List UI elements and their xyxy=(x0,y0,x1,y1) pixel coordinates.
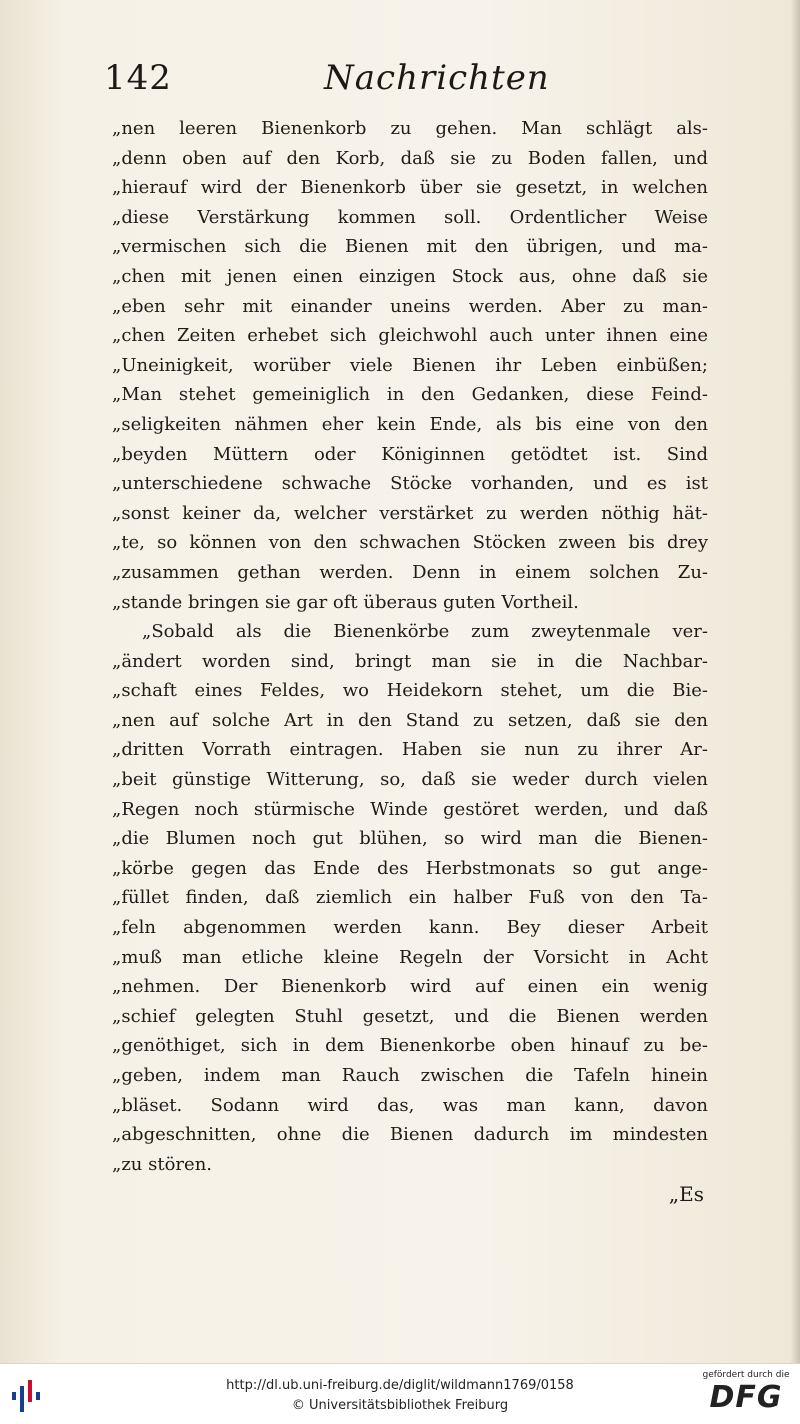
text-line: „chen mit jenen einen einzigen Stock aus, ohne daß sie xyxy=(112,265,708,287)
text-line: „feln abgenommen werden kann. Bey dieser Arbeit xyxy=(112,917,708,939)
page-number: 142 xyxy=(104,58,172,98)
text-line: „genöthiget, sich in dem Bienenkorbe oben hinauf zu be- xyxy=(112,1035,708,1057)
text-line: „muß man etliche kleine Regeln der Vorsicht in Acht xyxy=(112,946,708,968)
text-line: „hierauf wird der Bienenkorb über sie gesetzt, in welchen xyxy=(112,177,708,199)
text-line: „beit günstige Witterung, so, daß sie weder durch vielen xyxy=(112,769,708,791)
text-line: „geben, indem man Rauch zwischen die Tafeln hinein xyxy=(112,1065,708,1086)
text-line: „Uneinigkeit, worüber viele Bienen ihr Leben einbüßen; xyxy=(112,354,708,376)
text-line-paragraph-start: „Sobald als die Bienenkörbe zum zweytenmale ver- xyxy=(142,621,708,643)
text-line: „nehmen. Der Bienenkorb wird auf einen ein wenig xyxy=(112,976,708,998)
text-line: „vermischen sich die Bienen mit den übrigen, und ma- xyxy=(112,236,708,258)
text-line: „sonst keiner da, welcher verstärket zu werden nöthig hät- xyxy=(112,502,708,524)
text-line: „nen auf solche Art in den Stand zu setzen, daß sie den xyxy=(112,709,708,731)
text-line: „te, so können von den schwachen Stöcken zween bis drey xyxy=(112,532,708,554)
text-line: „nen leeren Bienenkorb zu gehen. Man schlägt als- xyxy=(112,118,708,139)
text-line: „abgeschnitten, ohne die Bienen dadurch im mindesten xyxy=(112,1124,708,1146)
text-line: „denn oben auf den Korb, daß sie zu Boden fallen, und xyxy=(112,147,708,169)
page-header xyxy=(104,58,704,108)
text-line: „stande bringen sie gar oft überaus guten Vortheil. xyxy=(112,591,579,613)
body-text xyxy=(112,114,708,1179)
text-line: „körbe gegen das Ende des Herbstmonats so gut ange- xyxy=(112,857,708,879)
dfg-funding-logo xyxy=(700,1370,792,1415)
text-line: „schaft eines Feldes, wo Heidekorn stehet, um die Bie- xyxy=(112,680,708,702)
text-line: „beyden Müttern oder Königinnen getödtet ist. Sind xyxy=(112,443,708,465)
text-line: „schief gelegten Stuhl gesetzt, und die Bienen werden xyxy=(112,1005,708,1027)
text-line: „Man stehet gemeiniglich in den Gedanken, diese Feind- xyxy=(112,384,708,406)
dfg-logo-text: DFG xyxy=(709,1380,783,1415)
text-line: „chen Zeiten erhebet sich gleichwohl auch unter ihnen eine xyxy=(112,325,708,347)
text-line: „seligkeiten nähmen eher kein Ende, als bis eine von den xyxy=(112,413,708,435)
text-line: „die Blumen noch gut blühen, so wird man die Bienen- xyxy=(112,828,708,850)
dfg-caption: gefördert durch die xyxy=(702,1370,790,1380)
copyright-notice: © Universitätsbibliothek Freiburg xyxy=(291,1398,509,1413)
running-head: Nachrichten xyxy=(324,58,550,98)
text-line: „diese Verstärkung kommen soll. Ordentlicher Weise xyxy=(112,206,708,228)
catchword: „Es xyxy=(668,1182,704,1206)
text-line: „zusammen gethan werden. Denn in einem solchen Zu- xyxy=(112,561,708,583)
text-line: „Regen noch stürmische Winde gestöret werden, und daß xyxy=(112,798,708,820)
page-gutter-shadow xyxy=(790,0,800,1363)
text-line: „unterschiedene schwache Stöcke vorhanden, und es ist xyxy=(112,473,708,495)
text-line: „dritten Vorrath eintragen. Haben sie nun zu ihrer Ar- xyxy=(112,739,708,761)
text-line: „bläset. Sodann wird das, was man kann, davon xyxy=(112,1094,708,1116)
permalink-url[interactable]: http://dl.ub.uni-freiburg.de/diglit/wildmann1769/0158 xyxy=(226,1378,574,1393)
text-line: „füllet finden, daß ziemlich ein halber Fuß von den Ta- xyxy=(112,887,708,909)
text-line: „zu stören. xyxy=(112,1153,213,1175)
text-line: „eben sehr mit einander uneins werden. Aber zu man- xyxy=(112,295,708,317)
text-line: „ändert worden sind, bringt man sie in die Nachbar- xyxy=(112,650,708,672)
viewer-footer xyxy=(0,1363,800,1424)
